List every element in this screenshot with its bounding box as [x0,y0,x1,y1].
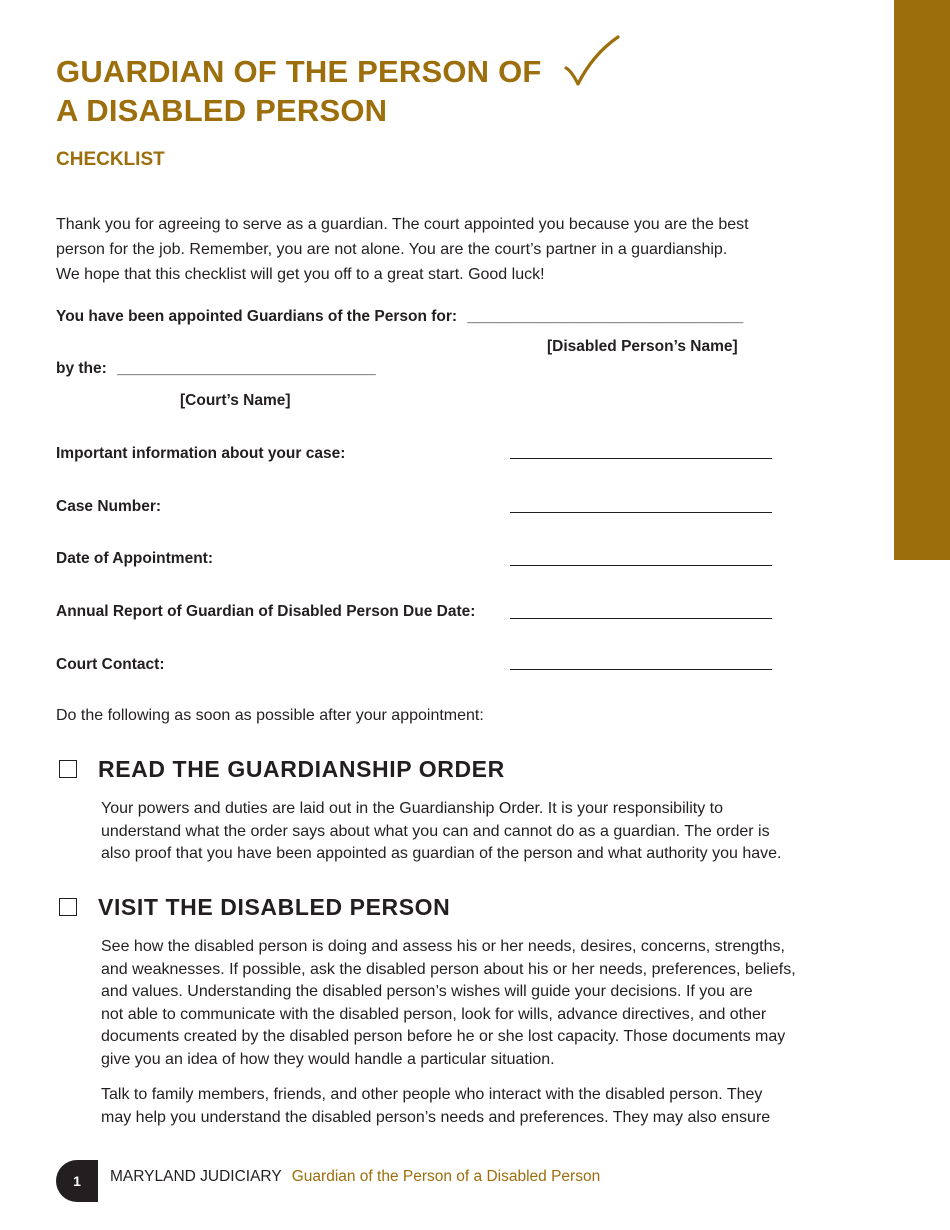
footer-org: MARYLAND JUDICIARY [110,1168,282,1185]
intro-paragraph [56,212,846,287]
instruction-text: Do the following as soon as possible after your appointment: [56,707,484,724]
visit-person-checkbox[interactable] [59,898,77,916]
date-of-appointment-label: Date of Appointment: [56,550,213,567]
disabled-person-name-field[interactable]: ________________________________ [467,308,744,325]
annual-report-due-date-field[interactable] [510,618,772,619]
page-title [56,52,542,130]
court-contact-field[interactable] [510,669,772,670]
court-name-field[interactable]: ______________________________ [117,360,376,377]
footer-doc-title: Guardian of the Person of a Disabled Person [291,1168,601,1185]
by-court-label: by the: ______________________________ [56,360,376,377]
case-number-label: Case Number: [56,498,162,515]
paragraph-line: give you an idea of how they would handle a particular situation. [101,1050,555,1068]
important-info-field[interactable] [510,458,772,459]
visit-person-paragraph-1 [101,936,841,1071]
intro-line: We hope that this checklist will get you off to a great start. Good luck! [56,266,545,283]
paragraph-line: understand what the order says about what you can and cannot do as a guardian. The order is [101,822,770,840]
footer [110,1168,600,1186]
read-order-heading: READ THE GUARDIANSHIP ORDER [98,756,505,782]
paragraph-line: Your powers and duties are laid out in the Guardianship Order. It is your responsibility to [101,800,723,817]
date-of-appointment-field[interactable] [510,565,772,566]
paragraph-line: See how the disabled person is doing and assess his or her needs, desires, concerns, strengths, [101,938,785,955]
read-order-paragraph [101,798,841,866]
title-line-1: GUARDIAN OF THE PERSON OF [56,54,542,89]
court-name-hint: [Court’s Name] [180,392,291,409]
paragraph-line: documents created by the disabled person before he or she lost capacity. Those documents may [101,1028,786,1045]
court-contact-label: Court Contact: [56,656,165,673]
paragraph-line: also proof that you have been appointed as guardian of the person and what authority you have. [101,845,782,862]
intro-line: person for the job. Remember, you are not alone. You are the court’s partner in a guardianship. [56,241,728,258]
paragraph-line: may help you understand the disabled person’s needs and preferences. They may also ensure [101,1108,771,1126]
side-accent-bar [894,0,950,560]
paragraph-line: Talk to family members, friends, and other people who interact with the disabled person. They [101,1086,763,1103]
visit-person-heading: VISIT THE DISABLED PERSON [98,894,451,920]
visit-person-paragraph-2 [101,1084,841,1129]
appointed-for-label: You have been appointed Guardians of the Person for: ________________________________ [56,308,744,325]
title-line-2: A DISABLED PERSON [56,93,388,128]
paragraph-line: not able to communicate with the disabled person, look for wills, advance directives, and other [101,1005,767,1023]
checklist-subtitle: CHECKLIST [56,149,165,170]
intro-line: Thank you for agreeing to serve as a guardian. The court appointed you because you are the best [56,216,749,233]
important-info-label: Important information about your case: [56,445,346,462]
paragraph-line: and weaknesses. If possible, ask the disabled person about his or her needs, preferences, beliefs, [101,960,796,978]
page-number: 1 [56,1160,98,1202]
case-number-field[interactable] [510,512,772,513]
checkmark-icon [560,34,622,90]
paragraph-line: and values. Understanding the disabled person’s wishes will guide your decisions. If you are [101,983,753,1000]
read-order-checkbox[interactable] [59,760,77,778]
disabled-person-name-hint: [Disabled Person’s Name] [547,338,738,355]
annual-report-due-date-label: Annual Report of Guardian of Disabled Person Due Date: [56,603,476,620]
